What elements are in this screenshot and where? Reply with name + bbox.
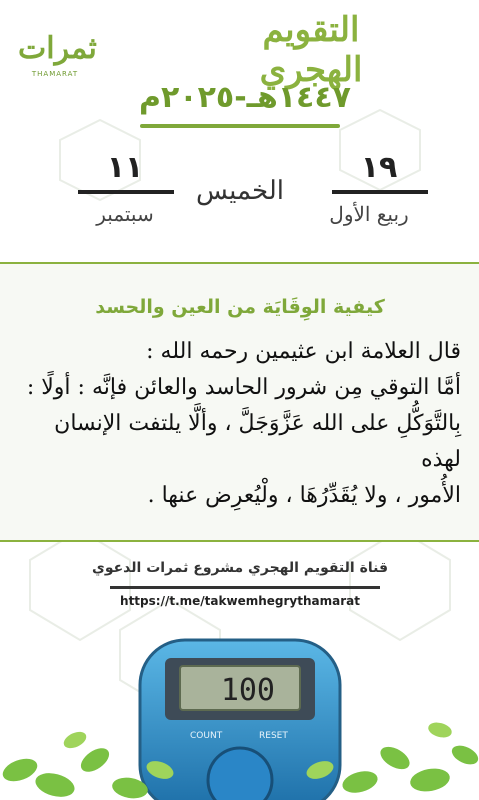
reset-label: RESET	[259, 731, 288, 741]
hijri-day-underline	[332, 190, 428, 194]
gregorian-day-number: ١١	[106, 150, 144, 185]
thamarat-logo	[18, 14, 97, 94]
hijri-month: ربيع الأول	[329, 202, 409, 226]
gregorian-day-underline	[78, 190, 174, 194]
content-line: بِالتَّوَكُّلِ على الله عَزَّوَجَلَّ ، وألَّا يلتفت الإنسان لهذه	[54, 411, 461, 472]
bottom-divider	[0, 540, 479, 542]
logo-subtext: THAMARAT	[31, 70, 79, 78]
content-line: قال العلامة ابن عثيمين رحمه الله :	[146, 339, 461, 364]
hijri-day-number: ١٩	[360, 150, 398, 185]
content-heading: كيفية الوِقَايَة من العين والحسد	[95, 296, 385, 318]
channel-name: قناة التقويم الهجري مشروع ثمرات الدعوي	[92, 560, 388, 576]
counter-display: 100	[220, 673, 275, 708]
top-divider	[0, 262, 479, 264]
year-line: ١٤٤٧هـ-٢٠٢٥م	[138, 80, 351, 115]
content-paragraph	[18, 334, 461, 514]
count-label: COUNT	[190, 731, 223, 741]
channel-link[interactable]: https://t.me/takwemhegrythamarat	[120, 594, 360, 608]
calendar-title: التقويم الهجري	[259, 10, 363, 90]
channel-underline	[110, 586, 380, 589]
content-line: الأُمور ، ولا يُقَدِّرُهَا ، ولْيُعرِض عنها .	[147, 483, 461, 508]
leaves-decoration	[0, 700, 479, 800]
content-line: أمَّا التوقي مِن شرور الحاسد والعائن فإنَّه : أولًا :	[26, 375, 461, 400]
day-name: الخميس	[196, 176, 284, 206]
gregorian-month: سبتمبر	[96, 202, 154, 226]
year-underline	[140, 124, 340, 128]
logo-text: ثمرات	[18, 31, 97, 66]
